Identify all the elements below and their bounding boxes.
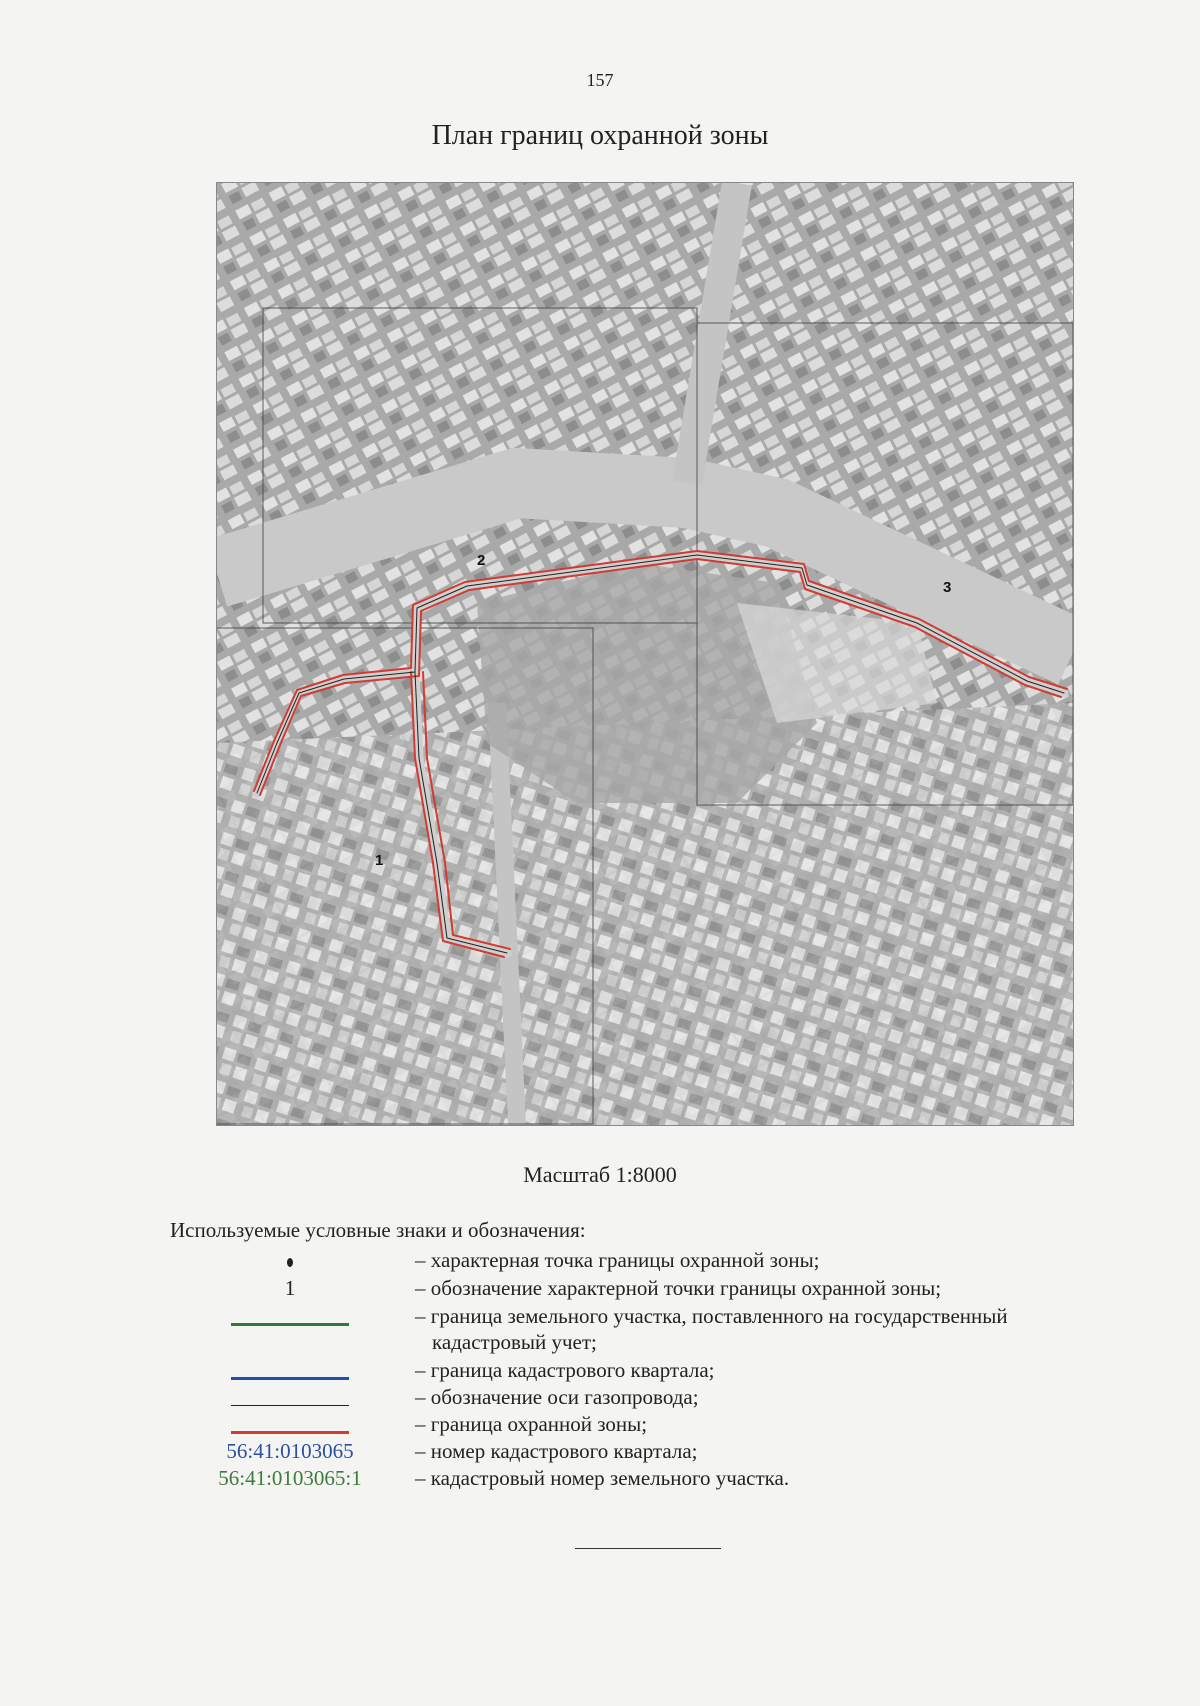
gas-axis-line-icon [231, 1405, 349, 1406]
end-rule [575, 1548, 721, 1549]
aerial-map[interactable] [216, 182, 1074, 1126]
block-boundary-line-icon [231, 1377, 349, 1380]
map-canvas [217, 183, 1073, 1125]
point-dot-icon [287, 1258, 293, 1267]
parcel-boundary-line-icon [231, 1323, 349, 1326]
point-label-2: 2 [477, 552, 486, 569]
legend-heading: Используемые условные знаки и обозначения: [170, 1218, 586, 1242]
page-number: 157 [586, 70, 614, 90]
point-label-3: 3 [943, 579, 952, 596]
point-label-1: 1 [375, 852, 384, 869]
page-title: План границ охранной зоны [431, 120, 769, 151]
map-scale: Масштаб 1:8000 [523, 1162, 677, 1187]
protection-zone-line-icon [231, 1431, 349, 1434]
